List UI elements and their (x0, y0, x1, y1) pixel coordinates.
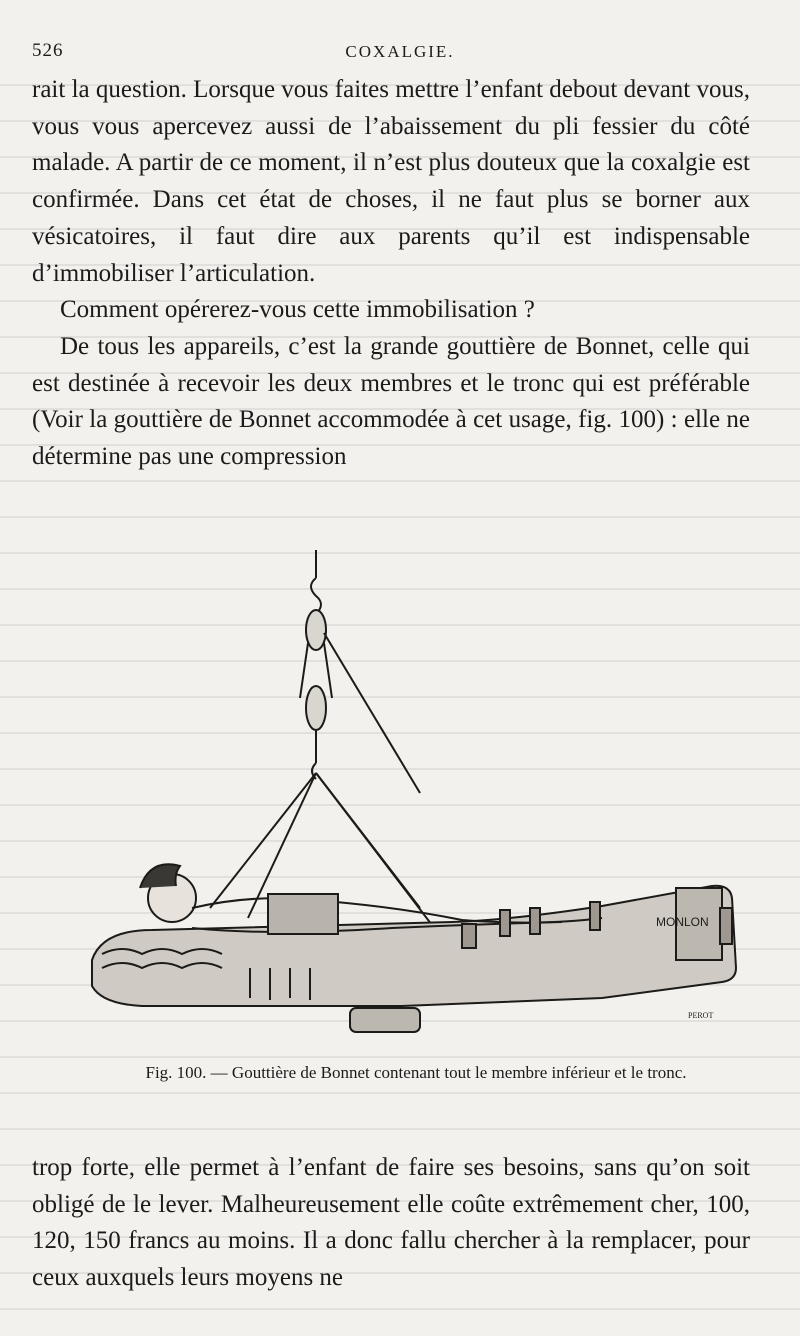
page-number: 526 (32, 40, 64, 61)
paragraph: rait la question. Lorsque vous faites mettre l’enfant debout devant vous, vous vous apercevez aussi de l’abaissement du pli fessier du côté malade. A partir de ce moment, il n’est plus douteux que la coxalgie est confirmée. Dans cet état de choses, il ne faut plus se borner aux vésicatoires, il faut dire aux parents qu’il est indispensable d’immobiliser l’articulation. (32, 76, 750, 287)
gouttiere-illustration (80, 548, 750, 1038)
page-header (28, 36, 772, 66)
plate-label: MONLON (656, 915, 709, 929)
body-text-top (32, 72, 750, 476)
paragraph: De tous les appareils, c’est la grande gouttière de Bonnet, celle qui est destinée à recevoir les deux membres et le tronc qui est préférable (Voir la gouttière de Bonnet accommodée à cet usage, fig. 100) : elle ne détermine pas une compression (32, 332, 750, 471)
engraver-signature: PEROT (688, 1011, 714, 1020)
running-head: COXALGIE. (345, 42, 455, 61)
body-text-bottom (32, 1150, 750, 1297)
paragraph: trop forte, elle permet à l’enfant de faire ses besoins, sans qu’on soit obligé de le lever. Malheureusement elle coûte extrêmement cher, 100, 120, 150 francs au moins. Il a donc fallu chercher à la remplacer, pour ceux auxquels leurs moyens ne (32, 1154, 750, 1292)
paragraph: Comment opérerez-vous cette immobilisation ? (60, 296, 535, 324)
figure-caption: Fig. 100. — Gouttière de Bonnet contenant tout le membre inférieur et le tronc. (145, 1063, 687, 1082)
